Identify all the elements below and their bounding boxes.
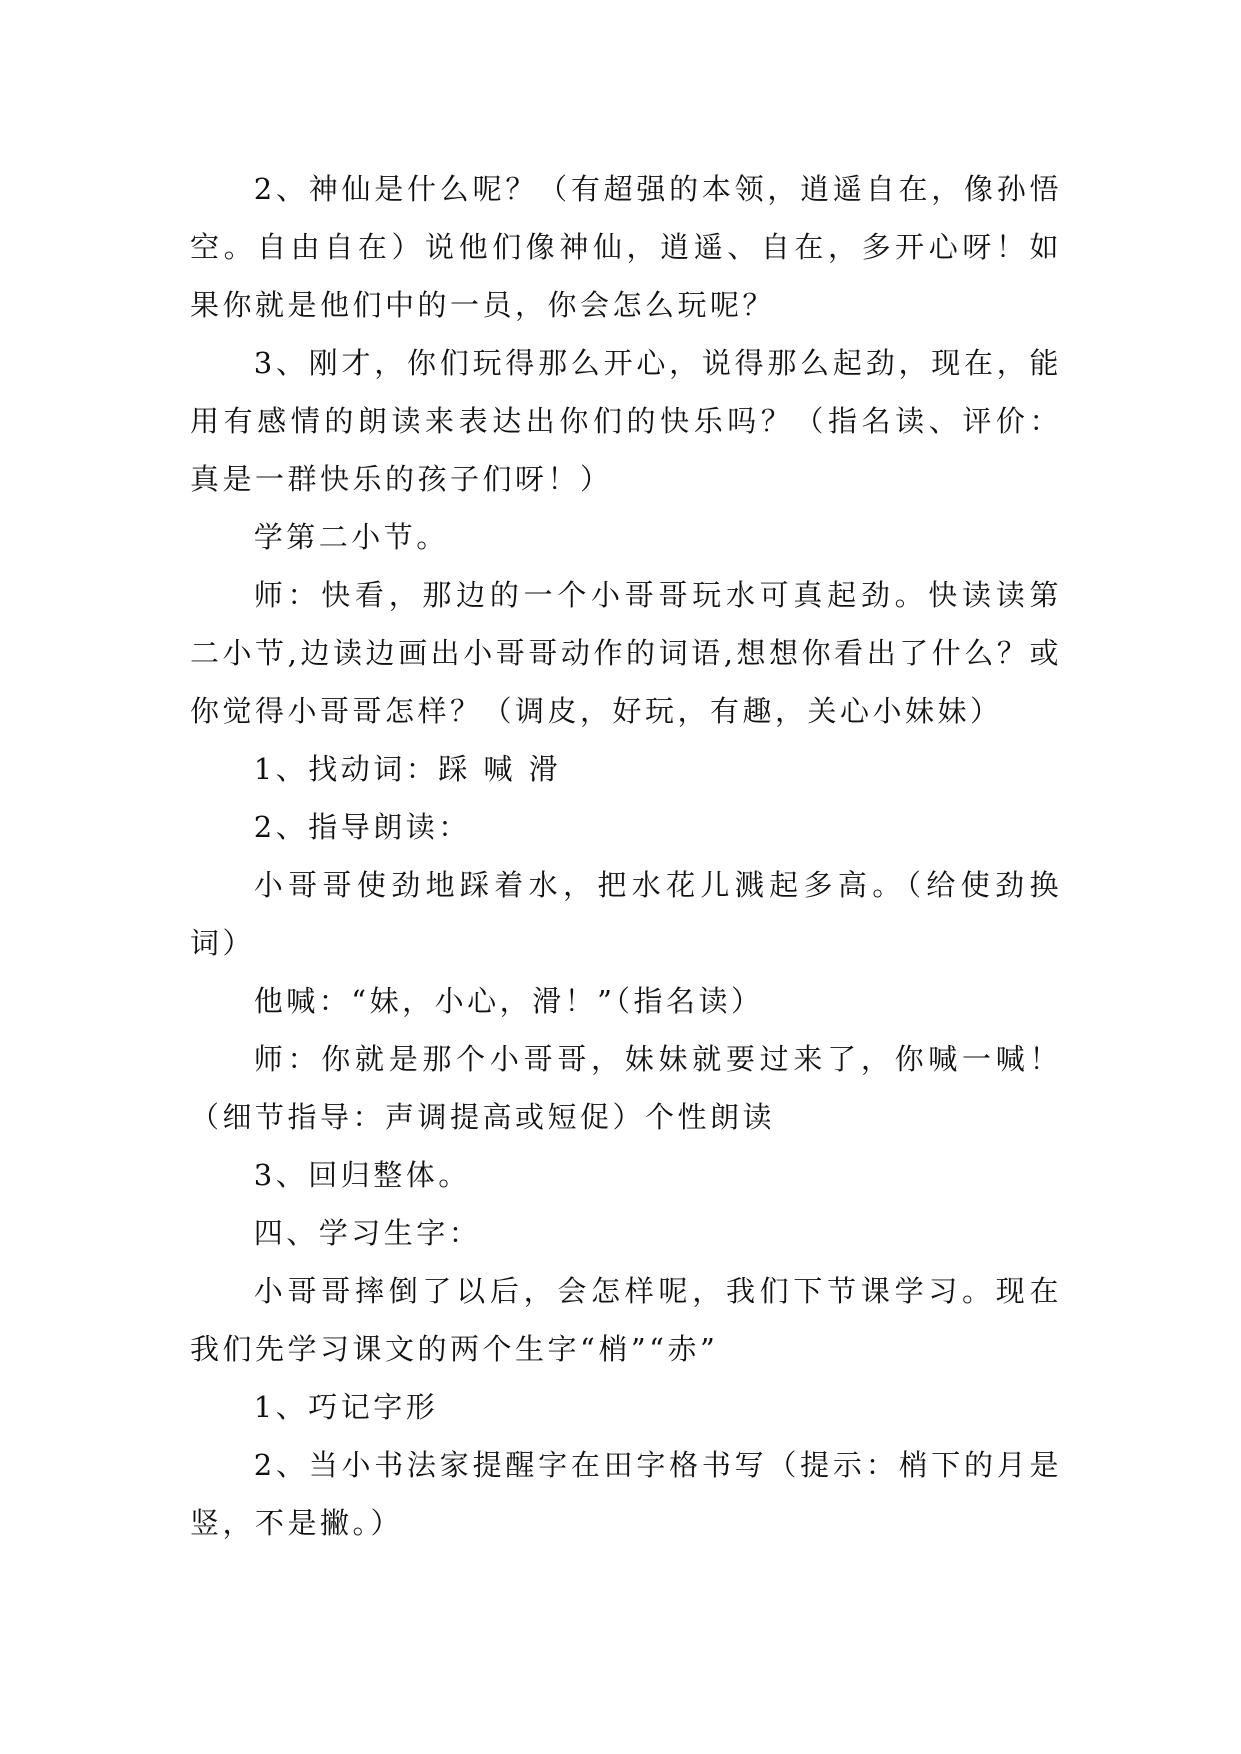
paragraph: 2、指导朗读：: [253, 810, 471, 844]
paragraph: 学第二小节。: [253, 520, 449, 554]
paragraph: 1、找动词：踩 喊 滑: [253, 752, 562, 786]
paragraph: 小哥哥使劲地踩着水，把水花儿溅起多高。（给使劲换词）: [190, 868, 1062, 960]
paragraph: 1、巧记字形: [253, 1390, 439, 1424]
document-body: [190, 160, 1062, 1552]
paragraph: 小哥哥摔倒了以后，会怎样呢，我们下节课学习。现在我们先学习课文的两个生字“梢”“赤”: [190, 1274, 1062, 1366]
paragraph: 2、当小书法家提醒字在田字格书写（提示：梢下的月是竖，不是撇。）: [190, 1448, 1062, 1540]
paragraph: 3、回归整体。: [253, 1158, 471, 1192]
paragraph: 师：你就是那个小哥哥，妹妹就要过来了，你喊一喊！（细节指导：声调提高或短促）个性朗读: [190, 1042, 1062, 1134]
paragraph: 他喊：“妹，小心，滑！”（指名读）: [253, 984, 764, 1018]
paragraph: 3、刚才，你们玩得那么开心，说得那么起劲，现在，能用有感情的朗读来表达出你们的快乐吗？（指名读、评价：真是一群快乐的孩子们呀！）: [190, 346, 1062, 496]
paragraph: 四、学习生字：: [253, 1216, 482, 1250]
paragraph: 2、神仙是什么呢？（有超强的本领，逍遥自在，像孙悟空。自由自在）说他们像神仙，逍遥、自在，多开心呀！如果你就是他们中的一员，你会怎么玩呢？: [190, 172, 1062, 322]
paragraph: 师：快看，那边的一个小哥哥玩水可真起劲。快读读第二小节,边读边画出小哥哥动作的词语,想想你看出了什么？或你觉得小哥哥怎样？（调皮，好玩，有趣，关心小妹妹）: [190, 578, 1062, 728]
